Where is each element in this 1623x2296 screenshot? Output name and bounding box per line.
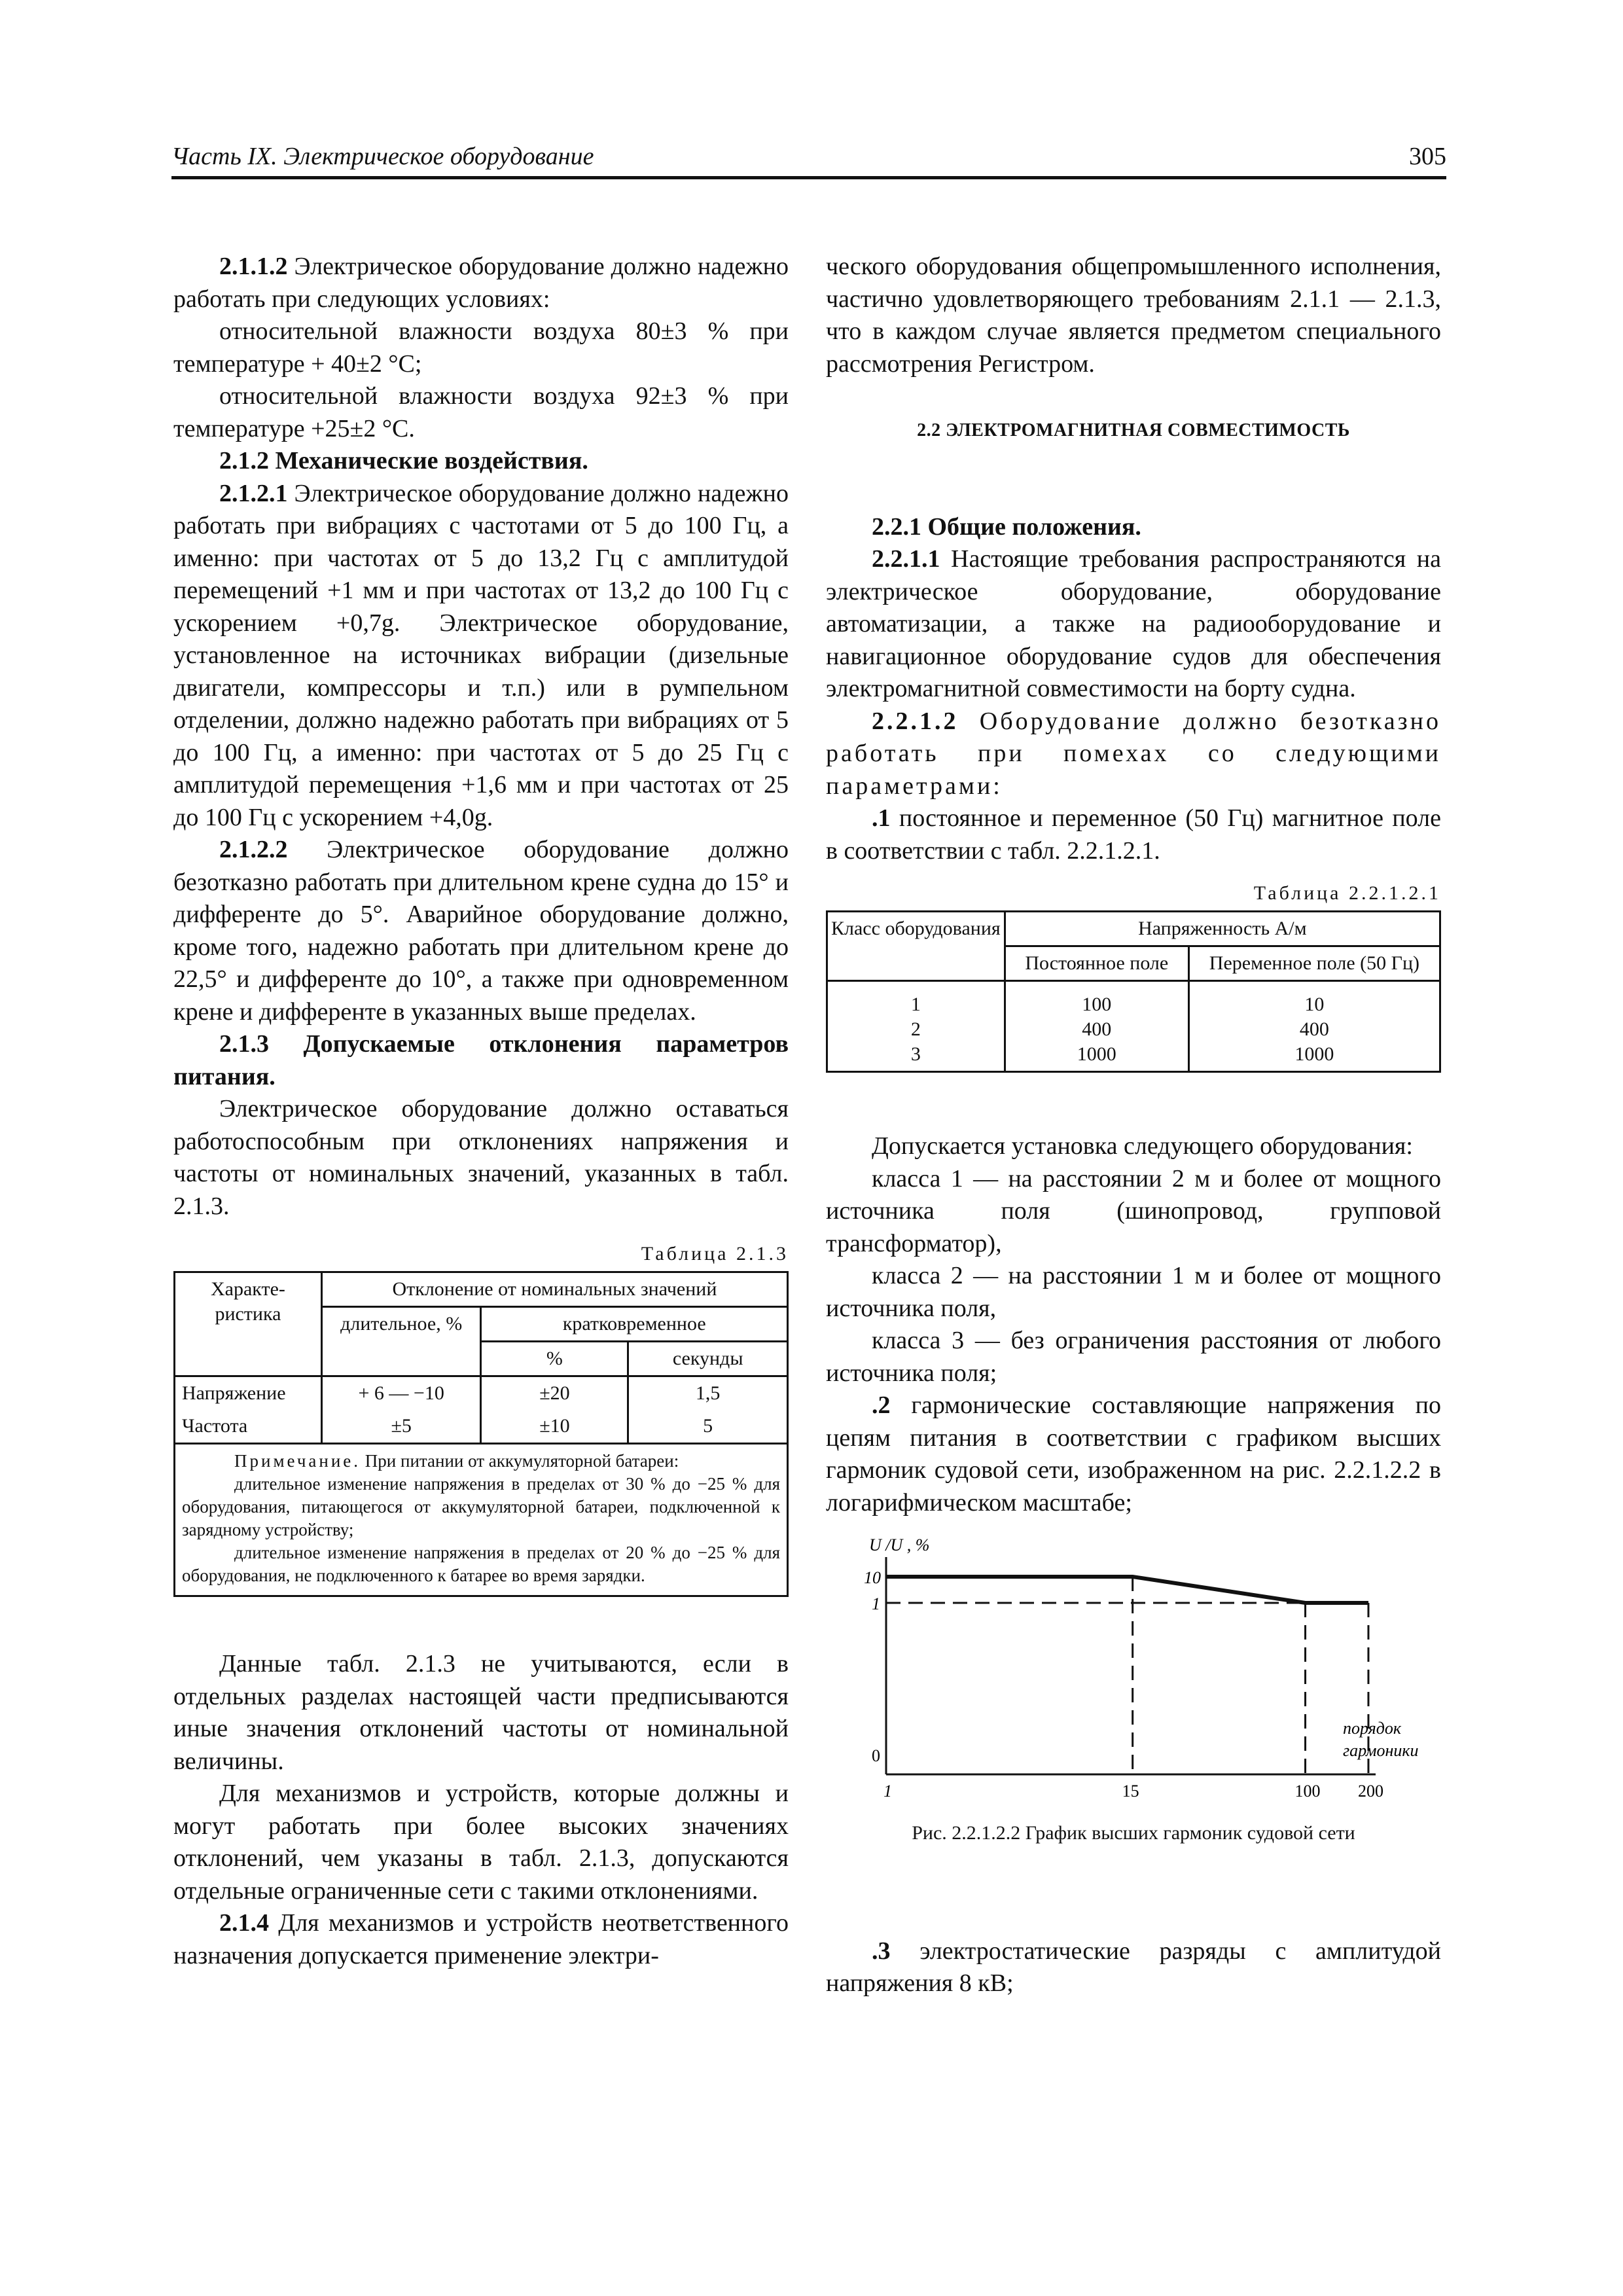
table-header-cell: Характе-ристика — [175, 1272, 322, 1376]
table-header-cell: кратковременное — [481, 1307, 788, 1342]
table-cell: 10 400 1000 — [1188, 981, 1440, 1072]
table-cell: Напряжение — [175, 1376, 322, 1410]
table-header-cell: Отклонение от номинальных значений — [321, 1272, 787, 1307]
table-header-cell: % — [481, 1342, 628, 1376]
paragraph-2-1-2-1 — [173, 478, 789, 834]
paragraph-text: Оборудование должно безотказно работать при помехах со следующими параметрами: — [826, 707, 1441, 800]
clause-number: 2.1.1.2 — [219, 253, 288, 280]
table-cell: ±10 — [481, 1410, 628, 1444]
paragraph-2-1-4 — [173, 1907, 789, 1972]
x-tick-label: 100 — [1294, 1782, 1321, 1801]
table-caption: Таблица 2.1.3 — [641, 1243, 789, 1265]
left-column — [173, 251, 789, 1972]
right-column — [826, 251, 1441, 2000]
paragraph-text: постоянное и переменное (50 Гц) магнитное поле в соответствии с табл. 2.2.1.2.1. — [826, 804, 1441, 865]
clause-number: 2.2.1.1 — [872, 545, 940, 573]
table-cell: Частота — [175, 1410, 322, 1444]
table-cell: 1,5 — [628, 1376, 788, 1410]
item-number: .1 — [872, 804, 891, 832]
paragraph-text: Электрическое оборудование должно надежно работать при вибрациях с частотами от 5 до 100 Гц, а именно: при частотах от 5 до 13,2 Гц с амплитудой перемещений +1 мм и при частотах от 13,2 до 100 Гц с ускорением +0,7g. Электрическое оборудование, установленное на источниках вибрации (дизельные двигатели, компрессоры и т.п.) или в румпельном отделении, должно надежно работать при вибрациях от 5 до 100 Гц, а именно: при частотах от 5 до 25 Гц с амплитудой перемещения +1,6 мм и при частотах от 25 до 100 Гц с ускорением +4,0g. — [173, 479, 789, 831]
table-cell: 5 — [628, 1410, 788, 1444]
clause-number: 2.2.1.2 — [872, 707, 959, 735]
x-axis-label: гармоники — [1343, 1741, 1419, 1760]
paragraph-text: гармонические составляющие напряжения по цепям питания в соответствии с графиком высших гармоник судовой сети, изображенном на рис. 2.2.1.2.2 в логарифмическом масштабе; — [826, 1391, 1441, 1516]
note-text: длительное изменение напряжения в пределах от 20 % до −25 % для оборудования, не подключенного к батарее во время зарядки. — [182, 1543, 780, 1585]
paragraph: класса 1 — на расстоянии 2 м и более от мощного источника поля (шинопровод, групповой трансформатор), — [826, 1164, 1441, 1257]
heading-2-1-3: 2.1.3 Допускаемые отклонения параметров питания. — [173, 1030, 789, 1090]
heading-2-2-1: 2.2.1 Общие положения. — [872, 512, 1141, 541]
running-title: Часть IX. Электрическое оборудование — [171, 143, 594, 170]
table-header-cell: Класс оборудования — [827, 912, 1005, 981]
note-label: Примечание. — [234, 1451, 361, 1471]
paragraph: относительной влажности воздуха 92±3 % при температуре +25±2 °С. — [173, 382, 789, 442]
table-cell: 1 2 3 — [827, 981, 1005, 1072]
note-text: длительное изменение напряжения в пределах от 30 % до −25 % для оборудования, питающегося от аккумуляторной батареи, подключенной к зарядному устройству; — [182, 1474, 780, 1539]
table-caption: Таблица 2.2.1.2.1 — [1253, 882, 1441, 904]
paragraph-text: Электрическое оборудование должно надежно работать при следующих условиях: — [173, 253, 789, 313]
y-tick-label: 10 — [864, 1568, 881, 1587]
paragraph-text: Электрическое оборудование должно безотказно работать при длительном крене судна до 15° и дифференте до 5°. Аварийное оборудование должно, кроме того, надежно работать при длительном крене до 22,5° и дифференте до 10°, а также при одновременном крене и дифференте в указанных выше пределах. — [173, 836, 789, 1026]
table-cell: ±5 — [321, 1410, 481, 1444]
paragraph-item-3 — [826, 1935, 1441, 2000]
y-axis-label: U /U , % — [869, 1535, 930, 1554]
table-row — [827, 981, 1440, 1072]
table-2-1-3 — [173, 1271, 789, 1597]
table-row — [175, 1376, 788, 1410]
paragraph: ческого оборудования общепромышленного исполнения, частично удовлетворяющего требованиям 2.1.1 — 2.1.3, что в каждом случае является предметом специального рассмотрения Регистром. — [826, 253, 1441, 378]
table-header-cell: секунды — [628, 1342, 788, 1376]
paragraph: Допускается установка следующего оборудования: — [872, 1132, 1413, 1160]
page-number: 305 — [1409, 143, 1446, 170]
paragraph: Для механизмов и устройств, которые должны и могут работать при более высоких значениях отклонений, чем указаны в табл. 2.1.3, допускаются отдельные ограниченные сети с такими отклонениями. — [173, 1780, 789, 1905]
item-number: .3 — [872, 1937, 891, 1965]
figure-caption: Рис. 2.2.1.2.2 График высших гармоник судовой сети — [912, 1821, 1355, 1844]
series-line — [886, 1577, 1368, 1603]
clause-number: 2.1.4 — [219, 1909, 269, 1937]
table-header-cell: Постоянное поле — [1005, 946, 1188, 981]
page-header — [171, 144, 1446, 179]
paragraph-2-2-1-2 — [826, 706, 1441, 803]
y-tick-label: 0 — [872, 1746, 880, 1765]
paragraph-text: Для механизмов и устройств неответственного назначения допускается применение электри- — [173, 1909, 789, 1969]
paragraph: Данные табл. 2.1.3 не учитываются, если в отдельных разделах настоящей части предписываются иные значения отклонений частоты от номинальной величины. — [173, 1650, 789, 1775]
x-tick-label: 1 — [883, 1782, 892, 1801]
clause-number: 2.1.2.2 — [219, 836, 288, 863]
harmonics-chart — [826, 1531, 1441, 1806]
table-cell: 100 400 1000 — [1005, 981, 1188, 1072]
item-number: .2 — [872, 1391, 891, 1419]
table-row — [175, 1410, 788, 1444]
table-header-cell: Переменное поле (50 Гц) — [1188, 946, 1440, 981]
paragraph-item-2 — [826, 1390, 1441, 1519]
heading-2-1-2: 2.1.2 Механические воздействия. — [219, 447, 588, 475]
section-title: 2.2 ЭЛЕКТРОМАГНИТНАЯ СОВМЕСТИМОСТЬ — [917, 420, 1350, 440]
paragraph-2-2-1-1 — [826, 543, 1441, 706]
paragraph-2-1-1-2 — [173, 251, 789, 315]
x-tick-label: 15 — [1122, 1782, 1139, 1801]
x-axis-label: порядок — [1343, 1719, 1402, 1738]
table-cell: + 6 — −10 — [321, 1376, 481, 1410]
paragraph: класса 3 — без ограничения расстояния от любого источника поля; — [826, 1327, 1441, 1387]
paragraph: относительной влажности воздуха 80±3 % при температуре + 40±2 °С; — [173, 317, 789, 378]
paragraph: класса 2 — на расстоянии 1 м и более от мощного источника поля, — [826, 1262, 1441, 1322]
table-2-2-1-2-1 — [826, 910, 1441, 1073]
note-text: При питании от аккумуляторной батареи: — [361, 1451, 679, 1471]
table-note — [175, 1444, 788, 1596]
clause-number: 2.1.2.1 — [219, 479, 288, 507]
paragraph-text: Настоящие требования распространяются на электрическое оборудование, оборудование автоматизации, а также на радиооборудование и навигационное оборудование судов для обеспечения электромагнитной совместимости на борту судна. — [826, 545, 1441, 702]
x-tick-label: 200 — [1357, 1782, 1383, 1801]
paragraph: Электрическое оборудование должно оставаться работоспособным при отклонениях напряжения и частоты от номинальных значений, указанных в табл. 2.1.3. — [173, 1095, 789, 1220]
paragraph-item-1 — [826, 802, 1441, 867]
paragraph-2-1-2-2 — [173, 834, 789, 1028]
y-tick-label: 1 — [872, 1594, 880, 1613]
table-header-cell: Напряженность А/м — [1005, 912, 1440, 946]
table-cell: ±20 — [481, 1376, 628, 1410]
table-header-cell: длительное, % — [321, 1307, 481, 1376]
paragraph-text: электростатические разряды с амплитудой напряжения 8 кВ; — [826, 1937, 1441, 1997]
